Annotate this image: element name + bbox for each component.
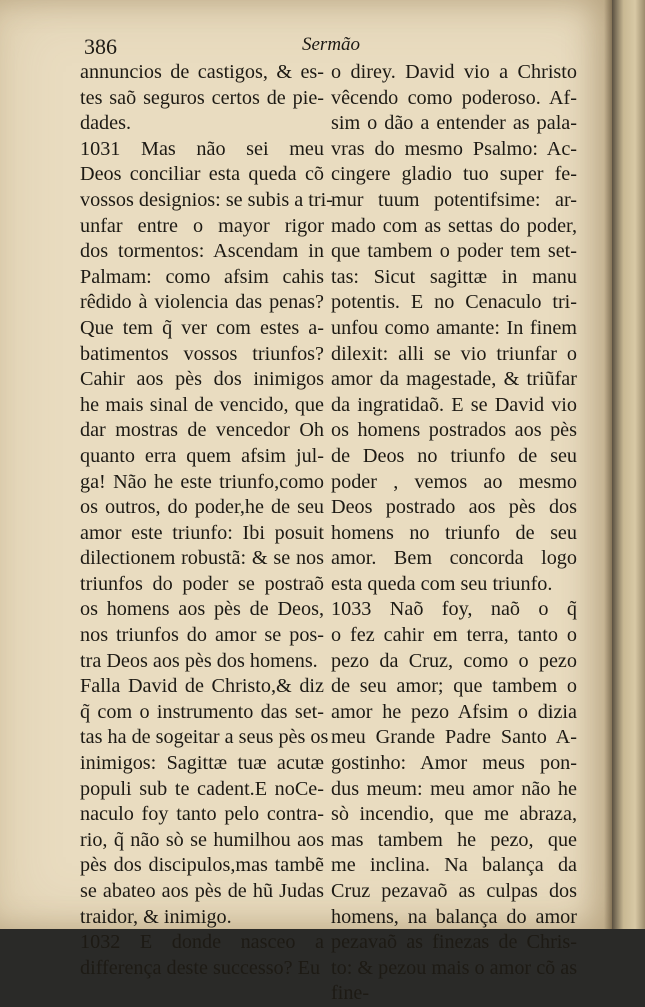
text-line: 1032 E donde nasceo a <box>80 931 324 954</box>
text-line: 1031 Mas não sei meu <box>80 137 324 160</box>
text-line: batimentos vossos triunfos? <box>80 342 324 365</box>
page-header <box>84 34 552 60</box>
text-line: q̃ com o instrumento das set- <box>80 700 324 723</box>
text-line: me inclina. Na balança da <box>331 854 577 877</box>
text-line: o fez cahir em terra, tanto o <box>331 624 577 647</box>
text-line: vossos designios: se subis a tri- <box>80 188 333 211</box>
text-line: dos tormentos: Ascendam in <box>80 240 324 263</box>
text-line: rêdido à violencia das penas? <box>80 291 324 314</box>
text-line: vras do mesmo Psalmo: Ac- <box>331 137 577 160</box>
text-line: sò incendio, que me abraza, <box>331 803 577 826</box>
text-line: amor da magestade, & triũfar <box>331 368 577 391</box>
text-line: Palmam: como afsim cahis <box>80 265 324 288</box>
text-line: quanto erra quem afsim jul- <box>80 444 324 467</box>
text-line: annuncios de castigos, & es- <box>80 61 324 83</box>
text-line: unfar entre o mayor rigor <box>80 214 324 237</box>
text-line: amor. Bem concorda logo <box>331 547 577 570</box>
facing-page-edge <box>612 0 645 929</box>
text-line: que tambem o poder tem set- <box>331 240 577 263</box>
text-line: rio, q̃ não sò se humilhou aos <box>80 828 324 851</box>
text-line: dades. <box>80 112 132 135</box>
text-line: Deos conciliar esta queda cõ <box>80 163 324 186</box>
text-line: pès dos discipulos,mas tambẽ <box>80 854 324 877</box>
text-line: ga! Não he este triunfo,como <box>80 470 324 493</box>
text-line: mas tambem he pezo, que <box>331 828 577 851</box>
text-line: de seu amor; que tambem o <box>331 675 577 698</box>
left-text-column <box>80 60 333 981</box>
text-line: 1033 Naõ foy, naõ o q̃ <box>331 598 577 621</box>
text-line: mado com as settas do poder, <box>331 214 577 237</box>
text-line: meu Grande Padre Santo A- <box>331 726 577 749</box>
text-line: da ingratidaõ. E se David vio <box>331 393 577 416</box>
text-line: pezavaõ as finezas de Chris- <box>331 931 577 954</box>
text-line: dilexit: alli se vio triunfar o <box>331 342 577 365</box>
text-line: dus meum: meu amor não he <box>331 777 577 800</box>
right-text-column <box>331 60 577 1007</box>
text-line: fine- <box>331 982 370 1005</box>
text-line: tas: Sicut sagittæ in manu <box>331 265 577 288</box>
text-line: mur tuum potentifsime: ar- <box>331 188 577 211</box>
text-line: naculo foy tanto pelo contra- <box>80 803 324 826</box>
text-line: pezo da Cruz, como o pezo <box>331 649 577 672</box>
text-line: dilectionem robustã: & se nos <box>80 547 324 570</box>
text-line: homens, na balança do amor <box>331 905 577 928</box>
text-line: amor este triunfo: Ibi posuit <box>80 521 324 544</box>
text-line: poder , vemos ao mesmo <box>331 470 577 493</box>
text-line: Deos postrado aos pès dos <box>331 496 577 519</box>
text-line: tra Deos aos pès dos homens. <box>80 649 318 672</box>
text-line: cingere gladio tuo super fe- <box>331 163 577 186</box>
text-line: dar mostras de vencedor Oh <box>80 419 324 442</box>
text-line: differença deste successo? Eu <box>80 956 321 979</box>
text-line: homens no triunfo de seu <box>331 521 577 544</box>
text-line: Cruz pezavaõ as culpas dos <box>331 880 577 902</box>
text-line: tes saõ seguros certos de pie- <box>80 86 324 109</box>
text-line: os homens postrados aos pès <box>331 419 577 442</box>
text-line: Que tem q̃ ver com estes a- <box>80 316 324 339</box>
text-line: os outros, do poder,he de seu <box>80 496 324 519</box>
text-line: Cahir aos pès dos inimigos <box>80 368 324 391</box>
text-line: o direy. David vio a Christo <box>331 61 577 83</box>
text-line: se abateo aos pès de hũ Judas <box>80 880 324 902</box>
text-line: potentis. E no Cenaculo tri- <box>331 291 577 314</box>
text-line: nos triunfos do amor se pos- <box>80 624 324 647</box>
text-line: de Deos no triunfo de seu <box>331 444 577 467</box>
running-title: Sermão <box>302 34 361 55</box>
text-line: amor he pezo Afsim o dizia <box>331 700 577 723</box>
text-line: he mais sinal de vencido, que <box>80 393 324 416</box>
text-line: traidor, & inimigo. <box>80 905 232 928</box>
text-line: vêcendo como poderoso. Af- <box>331 86 577 109</box>
text-line: triunfos do poder se postraõ <box>80 572 324 595</box>
text-line: esta queda com seu triunfo. <box>331 572 553 595</box>
text-line: to: & pezou mais o amor cõ as <box>331 956 578 979</box>
page-number: 386 <box>84 34 117 59</box>
text-line: unfou como amante: In finem <box>331 316 577 339</box>
text-line: os homens aos pès de Deos, <box>80 598 324 621</box>
text-line: sim o dão a entender as pala- <box>331 112 577 135</box>
text-line: tas ha de sogeitar a seus pès os <box>80 726 329 749</box>
text-line: populi sub te cadent.E noCe- <box>80 777 324 800</box>
text-line: gostinho: Amor meus pon- <box>331 752 577 775</box>
text-line: inimigos: Sagittæ tuæ acutæ <box>80 752 324 775</box>
text-line: Falla David de Christo,& diz <box>80 675 324 698</box>
